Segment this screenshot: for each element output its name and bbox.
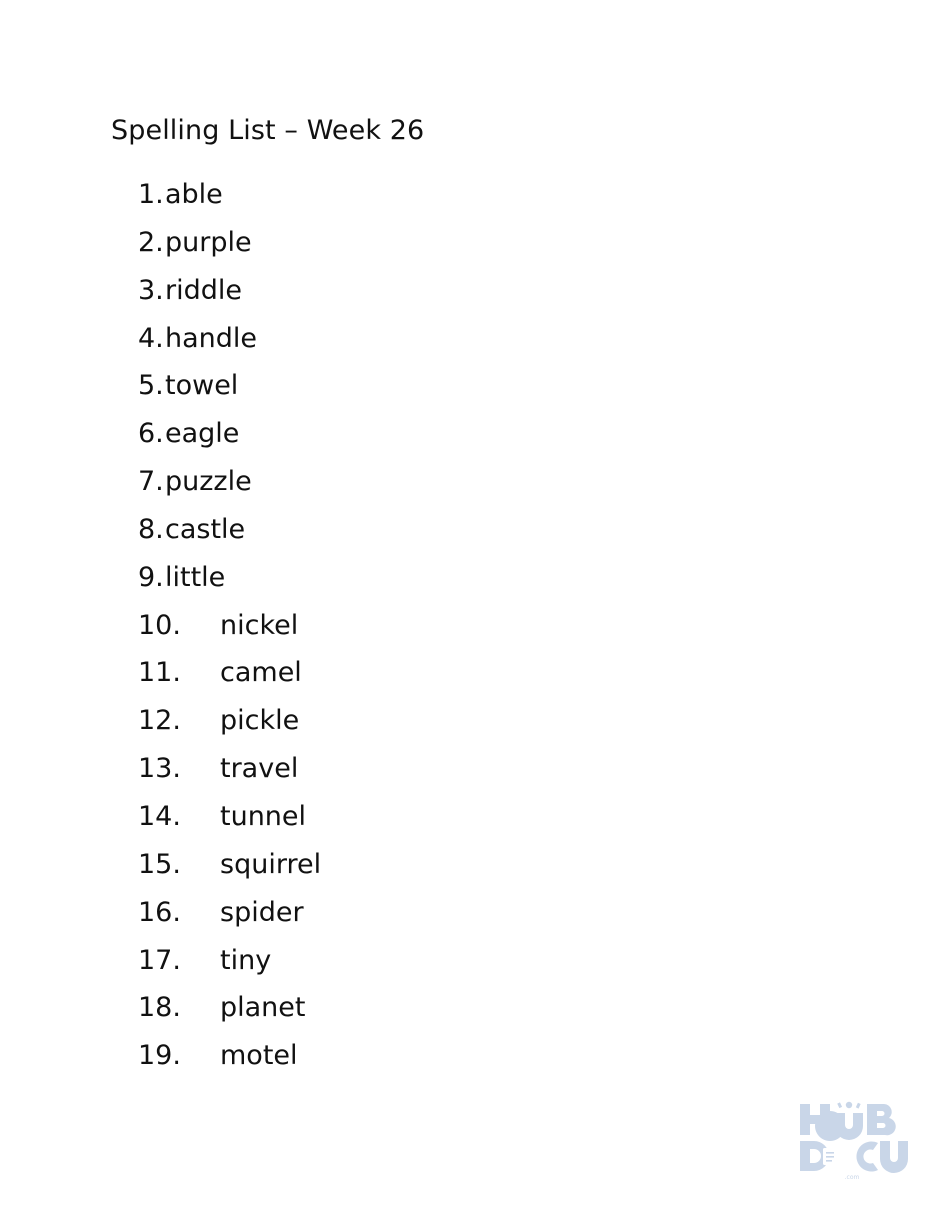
- list-item-number: 19.: [138, 1040, 181, 1072]
- list-item-number: 1.: [138, 179, 164, 210]
- list-item-number: 2.: [138, 226, 164, 258]
- list-item-word: castle: [165, 513, 246, 545]
- list-item-word: puzzle: [165, 466, 252, 498]
- list-item-word: purple: [165, 226, 252, 258]
- list-item-word: tiny: [220, 944, 272, 976]
- list-item-number: 18.: [138, 992, 181, 1024]
- list-item-word: little: [165, 561, 226, 593]
- hubdocu-watermark-logo: [796, 1098, 908, 1182]
- list-item-word: motel: [220, 1040, 298, 1072]
- list-item-number: 10.: [138, 609, 181, 641]
- list-item-word: travel: [220, 753, 299, 785]
- list-item-number: 13.: [138, 753, 181, 785]
- list-item-word: spider: [220, 896, 304, 928]
- list-item-number: 11.: [138, 657, 181, 689]
- list-item-number: 3.: [138, 274, 164, 306]
- list-item-number: 12.: [138, 705, 181, 737]
- list-item-number: 17.: [138, 944, 181, 976]
- list-item-word: handle: [165, 322, 258, 354]
- list-item-word: tunnel: [220, 800, 307, 832]
- list-item-number: 14.: [138, 800, 181, 832]
- watermark-domain: .com: [844, 1174, 860, 1181]
- list-item-number: 16.: [138, 896, 181, 928]
- list-item-number: 4.: [138, 322, 164, 354]
- list-item-word: pickle: [220, 705, 300, 737]
- list-item-number: 8.: [138, 513, 164, 545]
- list-item-word: eagle: [165, 418, 240, 450]
- list-item-word: camel: [220, 657, 302, 689]
- list-item-word: able: [165, 179, 223, 210]
- list-item-word: nickel: [220, 609, 299, 641]
- document-icon: [823, 1148, 837, 1165]
- list-item-word: riddle: [165, 274, 242, 306]
- list-item-number: 7.: [138, 466, 164, 498]
- list-item-word: squirrel: [220, 848, 322, 880]
- hub-lettering: [800, 1102, 896, 1140]
- list-item-word: planet: [220, 992, 306, 1024]
- list-item-number: 5.: [138, 370, 164, 402]
- list-item-word: towel: [165, 370, 239, 402]
- document-title: Spelling List – Week 26: [111, 115, 425, 146]
- list-item-number: 6.: [138, 418, 164, 450]
- list-item-number: 15.: [138, 848, 181, 880]
- list-item-number: 9.: [138, 561, 164, 593]
